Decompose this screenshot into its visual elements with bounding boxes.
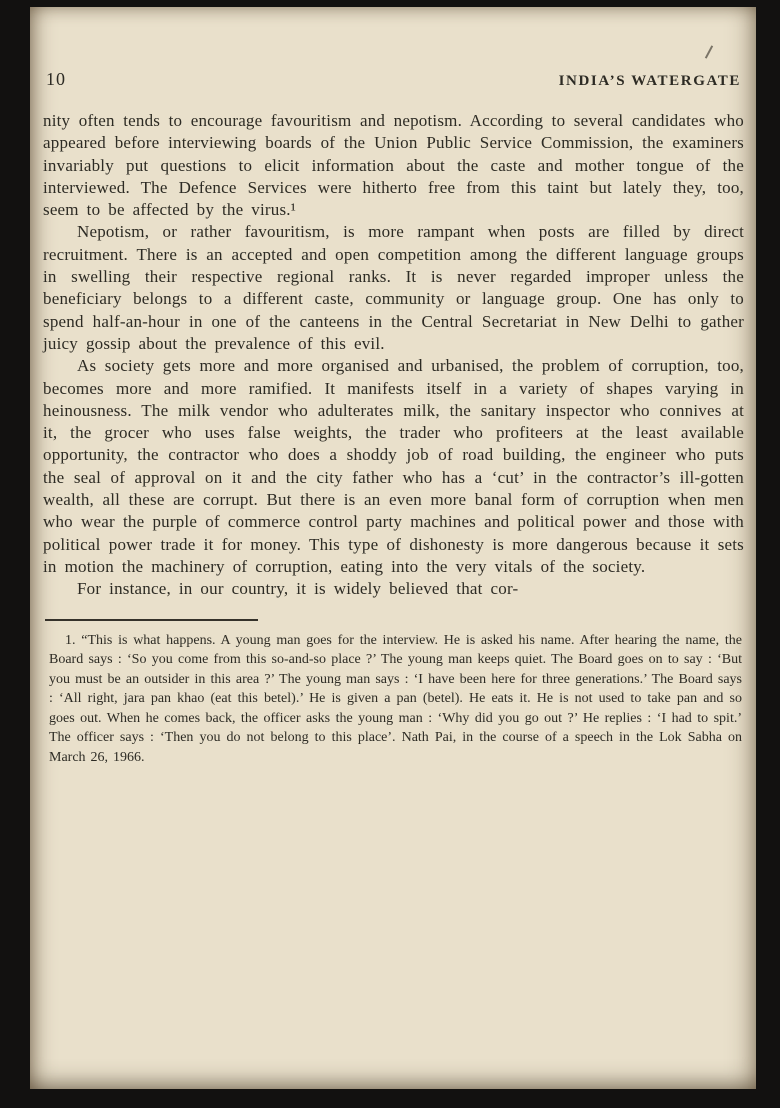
book-page (30, 7, 756, 1089)
paragraph-continuation: nity often tends to encourage favouritism and nepotism. According to several candidates who appeared before interviewing boards of the Union Public Service Commission, the examiners invariably put questions to elicit information about the caste and mother tongue of the interviewed. The Defence Services were hitherto free from this taint but lately they, too, seem to be affected by the virus.¹ (43, 111, 744, 220)
paragraph: As society gets more and more organised and urbanised, the problem of corruption, too, becomes more and more ramified. It manifests itself in a variety of shapes varying in heinousness. The milk vendor who adulterates milk, the sanitary inspector who connives at it, the grocer who uses false weights, the trader who profiteers at the least available opportunity, the contractor who does a shoddy job of road building, the engineer who puts the seal of approval on it and the city father who has a ‘cut’ in the contractor’s ill-gotten wealth, all these are corrupt. But there is an even more banal form of corruption when men who wear the purple of commerce control party machines and political power and those with political power trade it for money. This type of dishonesty is more dangerous because it sets in motion the machinery of corruption, eating into the very vitals of the society. (43, 356, 744, 576)
body-text (43, 110, 744, 601)
footnote-separator (45, 619, 258, 621)
page-content (43, 7, 744, 767)
running-header (43, 69, 744, 90)
running-title: INDIA’S WATERGATE (558, 73, 741, 89)
paragraph: For instance, in our country, it is widely believed that cor- (77, 579, 519, 599)
footnote: 1. “This is what happens. A young man goes for the interview. He is asked his name. After hearing the name, the Board says : ‘So you come from this so-and-so place ?’ The young man keeps quiet. The Board goes on to say : ‘But you must be an outsider in this area ?’ The young man says : ‘I have been here for three generations.’ The Board says : ‘All right, jara pan khao (eat this betel).’ He is given a pan (betel). He eats it. He is not used to take pan and so goes out. When he comes back, the officer asks the young man : ‘Why did you go out ?’ He replies : ‘I had to spit.’ The officer says : ‘Then you do not belong to this place’. Nath Pai, in the course of a speech in the Lok Sabha on March 26, 1966. (49, 632, 742, 765)
page-number: 10 (46, 69, 66, 89)
paragraph: Nepotism, or rather favouritism, is more rampant when posts are filled by direct recruitment. There is an accepted and open competition among the different language groups in swelling their respective regional ranks. It is never regarded improper unless the beneficiary belongs to a different caste, community or language group. One has only to spend half-an-hour in one of the canteens in the Central Secretariat in New Delhi to gather juicy gossip about the prevalence of this evil. (43, 222, 744, 353)
